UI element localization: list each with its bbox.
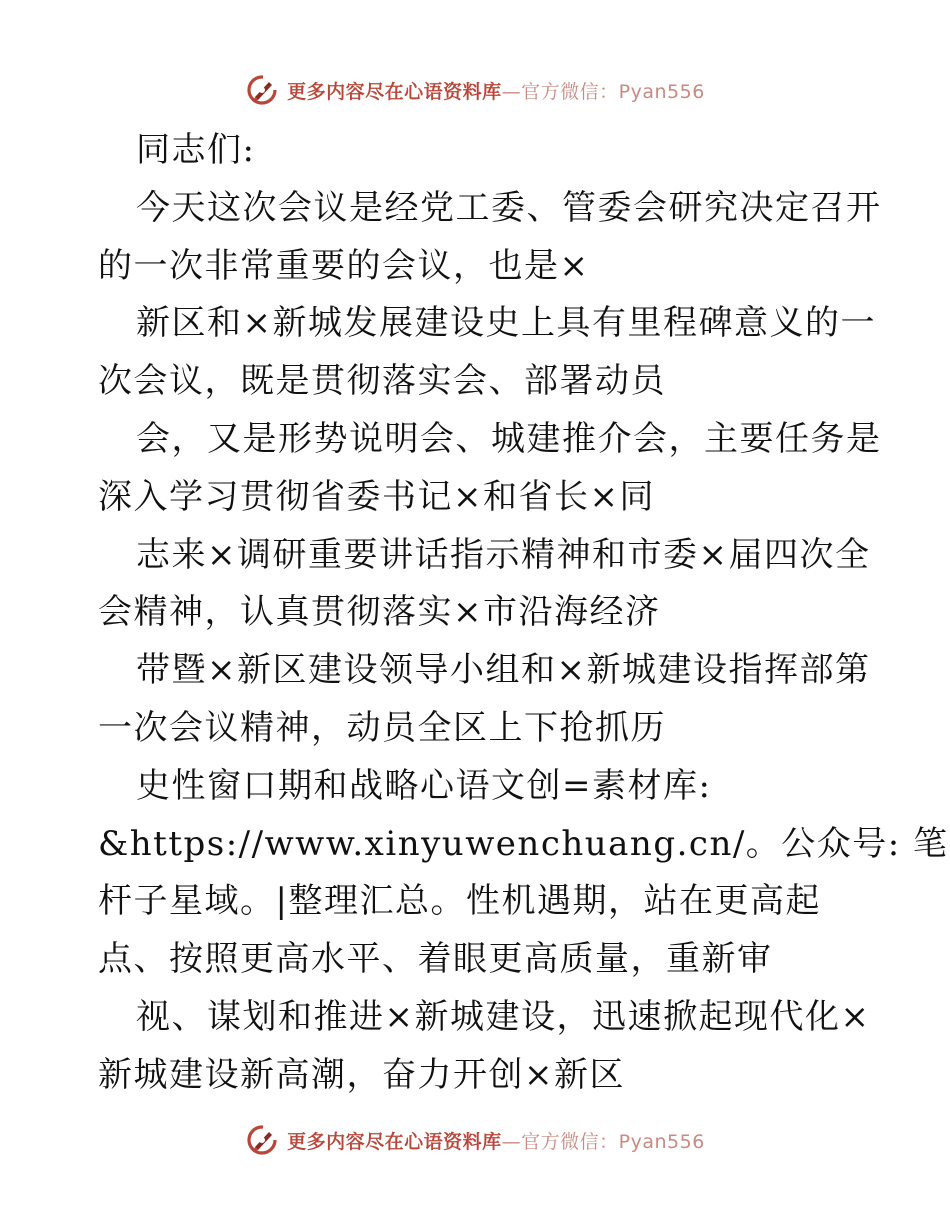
text-line: &https://www.xinyuwenchuang.cn/。公众号: 笔 — [98, 823, 949, 864]
text-line: 一次会议精神，动员全区上下抢抓历 — [98, 707, 666, 748]
text-line: 视、谋划和推进×新城建设，迅速掀起现代化× — [136, 996, 871, 1037]
text-line: 史性窗口期和战略心语文创=素材库: — [136, 765, 712, 806]
text-line: 今天这次会议是经党工委、管委会研究决定召开 — [136, 187, 882, 228]
header-banner — [0, 72, 950, 108]
pen-logo-icon — [245, 1123, 279, 1157]
text-line: 志来×调研重要讲话指示精神和市委×届四次全 — [136, 534, 871, 575]
footer-banner-text: 更多内容尽在心语资料库—官方微信：Pyan556 — [287, 1130, 705, 1153]
text-line: 的一次非常重要的会议，也是× — [98, 245, 590, 286]
header-banner-text: 更多内容尽在心语资料库—官方微信：Pyan556 — [287, 80, 705, 103]
text-line: 次会议，既是贯彻落实会、部署动员 — [98, 361, 666, 402]
pen-logo-icon — [245, 73, 279, 107]
text-line: 点、按照更高水平、着眼更高质量，重新审 — [98, 939, 773, 980]
text-line: 同志们: — [136, 130, 256, 170]
text-line: 杆子星域。|整理汇总。性机遇期，站在更高起 — [98, 881, 821, 922]
text-line: 新区和×新城发展建设史上具有里程碑意义的一 — [136, 303, 876, 344]
text-line: 会，又是形势说明会、城建推介会，主要任务是 — [136, 418, 882, 459]
document-body — [98, 122, 949, 1105]
text-line: 带暨×新区建设领导小组和×新城建设指挥部第 — [136, 650, 871, 691]
footer-banner — [0, 1122, 950, 1158]
text-line: 会精神，认真贯彻落实×市沿海经济 — [98, 592, 661, 633]
text-line: 新城建设新高潮，奋力开创×新区 — [98, 1054, 625, 1095]
text-line: 深入学习贯彻省委书记×和省长×同 — [98, 476, 655, 517]
